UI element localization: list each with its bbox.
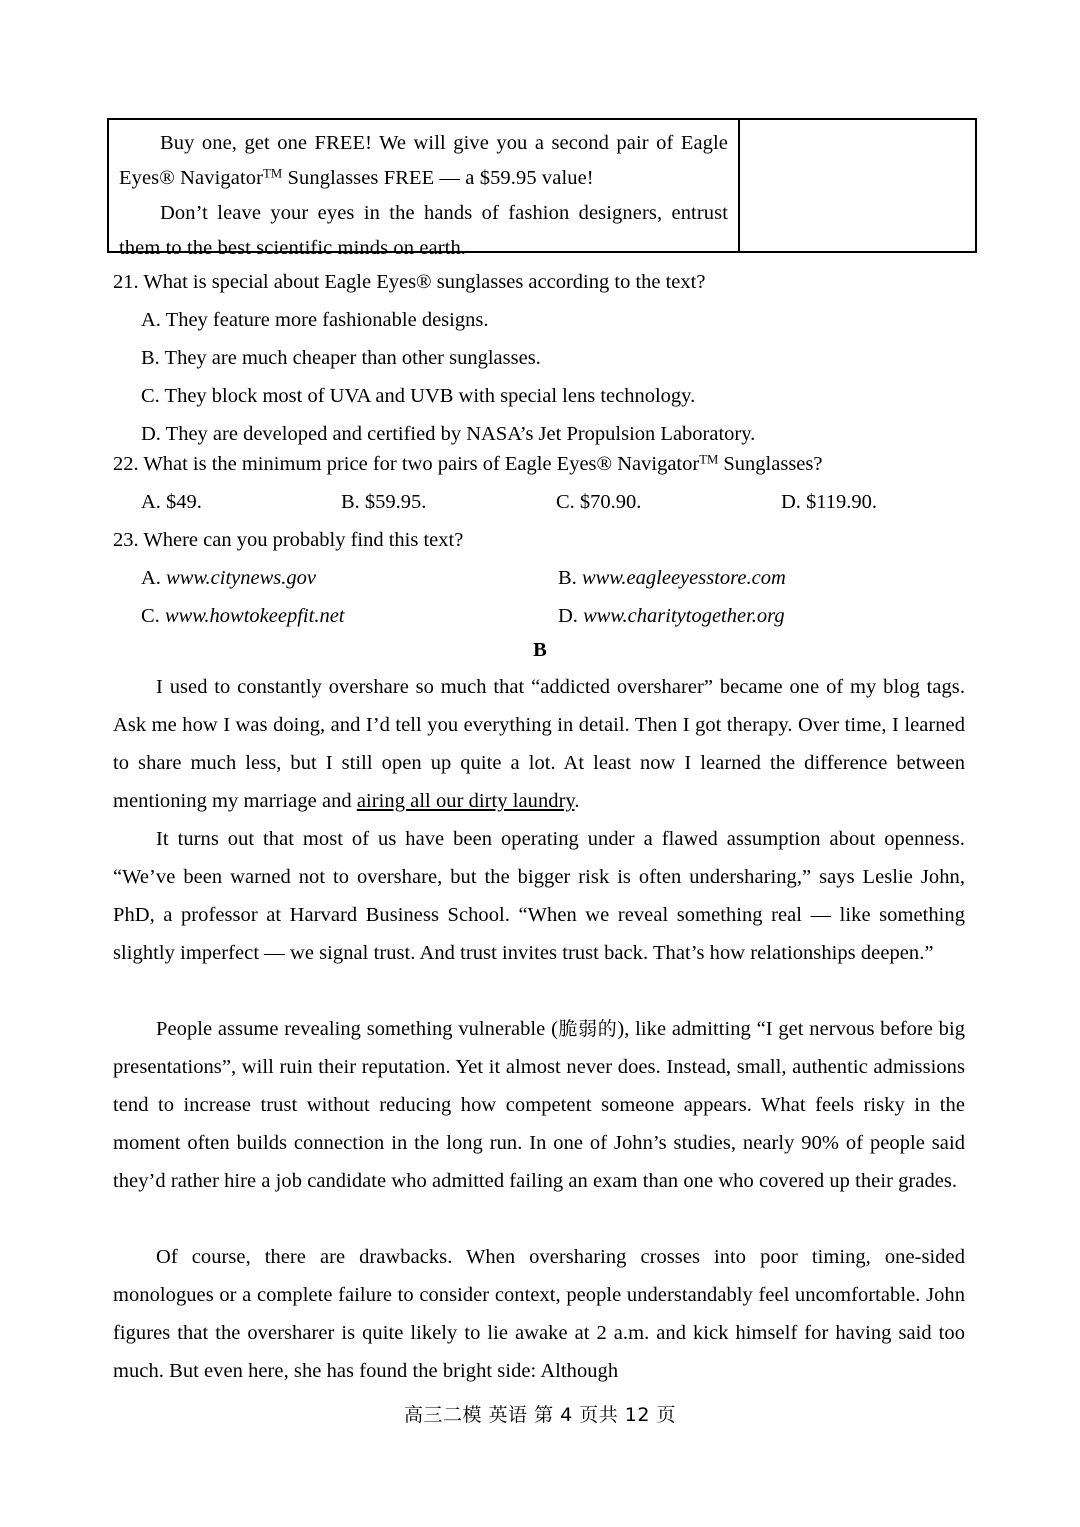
question-22-options-row [113, 483, 973, 521]
question-23-option-a-label: A. [141, 567, 167, 589]
trademark-superscript: TM [263, 166, 283, 181]
question-22-option-d[interactable]: D. $119.90. [781, 491, 878, 513]
page-footer: 高三二模 英语 第 4 页共 12 页 [403, 1404, 676, 1426]
question-23-option-c[interactable] [141, 597, 344, 635]
passage-paragraph-1-text-a: I used to constantly overshare so much that “addicted oversharer” became one of my blog tags. Ask me how I was doing, and I’d tell you everything in detail. Then I got therapy. Over time, I learned to share much less, but I still open up quite a lot. At least now I learned the difference between mentioning my marriage and [113, 676, 965, 812]
question-23-option-a-url: www.citynews.gov [166, 567, 316, 589]
question-21 [113, 263, 973, 453]
passage-paragraph-3-chinese-gloss: 脆弱的 [557, 1018, 618, 1040]
question-22-stem-text-a: 22. What is the minimum price for two pairs of Eagle Eyes® Navigator [113, 453, 700, 475]
question-23-options-row-2 [113, 597, 973, 635]
question-22-option-c[interactable]: C. $70.90. [556, 491, 642, 513]
question-21-option-d[interactable]: D. They are developed and certified by NASA’s Jet Propulsion Laboratory. [141, 423, 756, 445]
advertisement-image-cell [740, 120, 975, 251]
question-23-option-a[interactable] [141, 559, 316, 597]
question-23-option-b[interactable] [558, 559, 786, 597]
question-23-option-d[interactable] [558, 597, 785, 635]
advertisement-table [107, 118, 977, 259]
question-23-option-c-label: C. [141, 605, 165, 627]
section-heading-b: B [533, 639, 547, 661]
passage-paragraph-1-text-b: . [574, 790, 580, 812]
question-23-option-c-url: www.howtokeepfit.net [164, 605, 345, 627]
advertisement-paragraph-1-text-b: Sunglasses FREE — a $59.95 value! [282, 167, 594, 189]
question-21-option-a[interactable]: A. They feature more fashionable designs. [141, 309, 489, 331]
question-23-option-d-url: www.charitytogether.org [583, 605, 785, 627]
trademark-superscript: TM [699, 452, 719, 467]
passage-paragraph-1-underlined-phrase: airing all our dirty laundry [356, 790, 575, 812]
advertisement-paragraph-1-text-a: Buy one, get one FREE! We will give you a second pair of Eagle Eyes® Navigator [119, 132, 728, 189]
advertisement-paragraph-1 [119, 126, 728, 196]
question-23-option-b-label: B. [558, 567, 582, 589]
passage-paragraph-1 [113, 668, 965, 820]
question-22 [113, 445, 973, 521]
question-23-option-b-url: www.eagleeyesstore.com [581, 567, 786, 589]
question-23-option-d-label: D. [558, 605, 584, 627]
advertisement-paragraph-2: Don’t leave your eyes in the hands of fashion designers, entrust them to the best scientific minds on earth. [119, 202, 728, 259]
passage-paragraph-3-text-b: ), like admitting “I get nervous before big presentations”, will ruin their reputation. Yet it almost never does. Instead, small, authentic admissions tend to increase trust without reducing how competent someone appears. What feels risky in the moment often builds connection in the long run. In one of John’s studies, nearly 90% of people said they’d rather hire a job candidate who admitted failing an exam than one who covered up their grades. [113, 1018, 966, 1192]
passage-paragraph-4: Of course, there are drawbacks. When oversharing crosses into poor timing, one-sided monologues or a complete failure to consider context, people understandably feel uncomfortable. John figures that the oversharer is quite likely to lie awake at 2 a.m. and kick himself for having said too much. But even here, she has found the bright side: Although [113, 1246, 965, 1382]
passage-paragraph-3 [113, 1010, 965, 1200]
passage-paragraph-3-text-a: People assume revealing something vulnerable ( [156, 1018, 558, 1040]
question-23-stem: 23. Where can you probably find this text? [113, 529, 464, 551]
question-22-option-a[interactable]: A. $49. [141, 491, 202, 513]
passage-paragraph-2: It turns out that most of us have been operating under a flawed assumption about openness. “We’ve been warned not to overshare, but the bigger risk is often undersharing,” says Leslie John, PhD, a professor at Harvard Business School. “When we reveal something real — like something slightly imperfect — we signal trust. And trust invites trust back. That’s how relationships deepen.” [113, 828, 965, 964]
question-21-option-b[interactable]: B. They are much cheaper than other sunglasses. [141, 347, 541, 369]
question-22-option-b[interactable]: B. $59.95. [341, 491, 427, 513]
question-23 [113, 521, 973, 635]
question-22-stem-text-b: Sunglasses? [718, 453, 823, 475]
question-22-stem [113, 445, 973, 483]
question-21-option-c[interactable]: C. They block most of UVA and UVB with special lens technology. [141, 385, 696, 407]
question-23-options-row-1 [113, 559, 973, 597]
advertisement-text-cell [109, 120, 740, 259]
question-21-stem: 21. What is special about Eagle Eyes® sunglasses according to the text? [113, 271, 706, 293]
